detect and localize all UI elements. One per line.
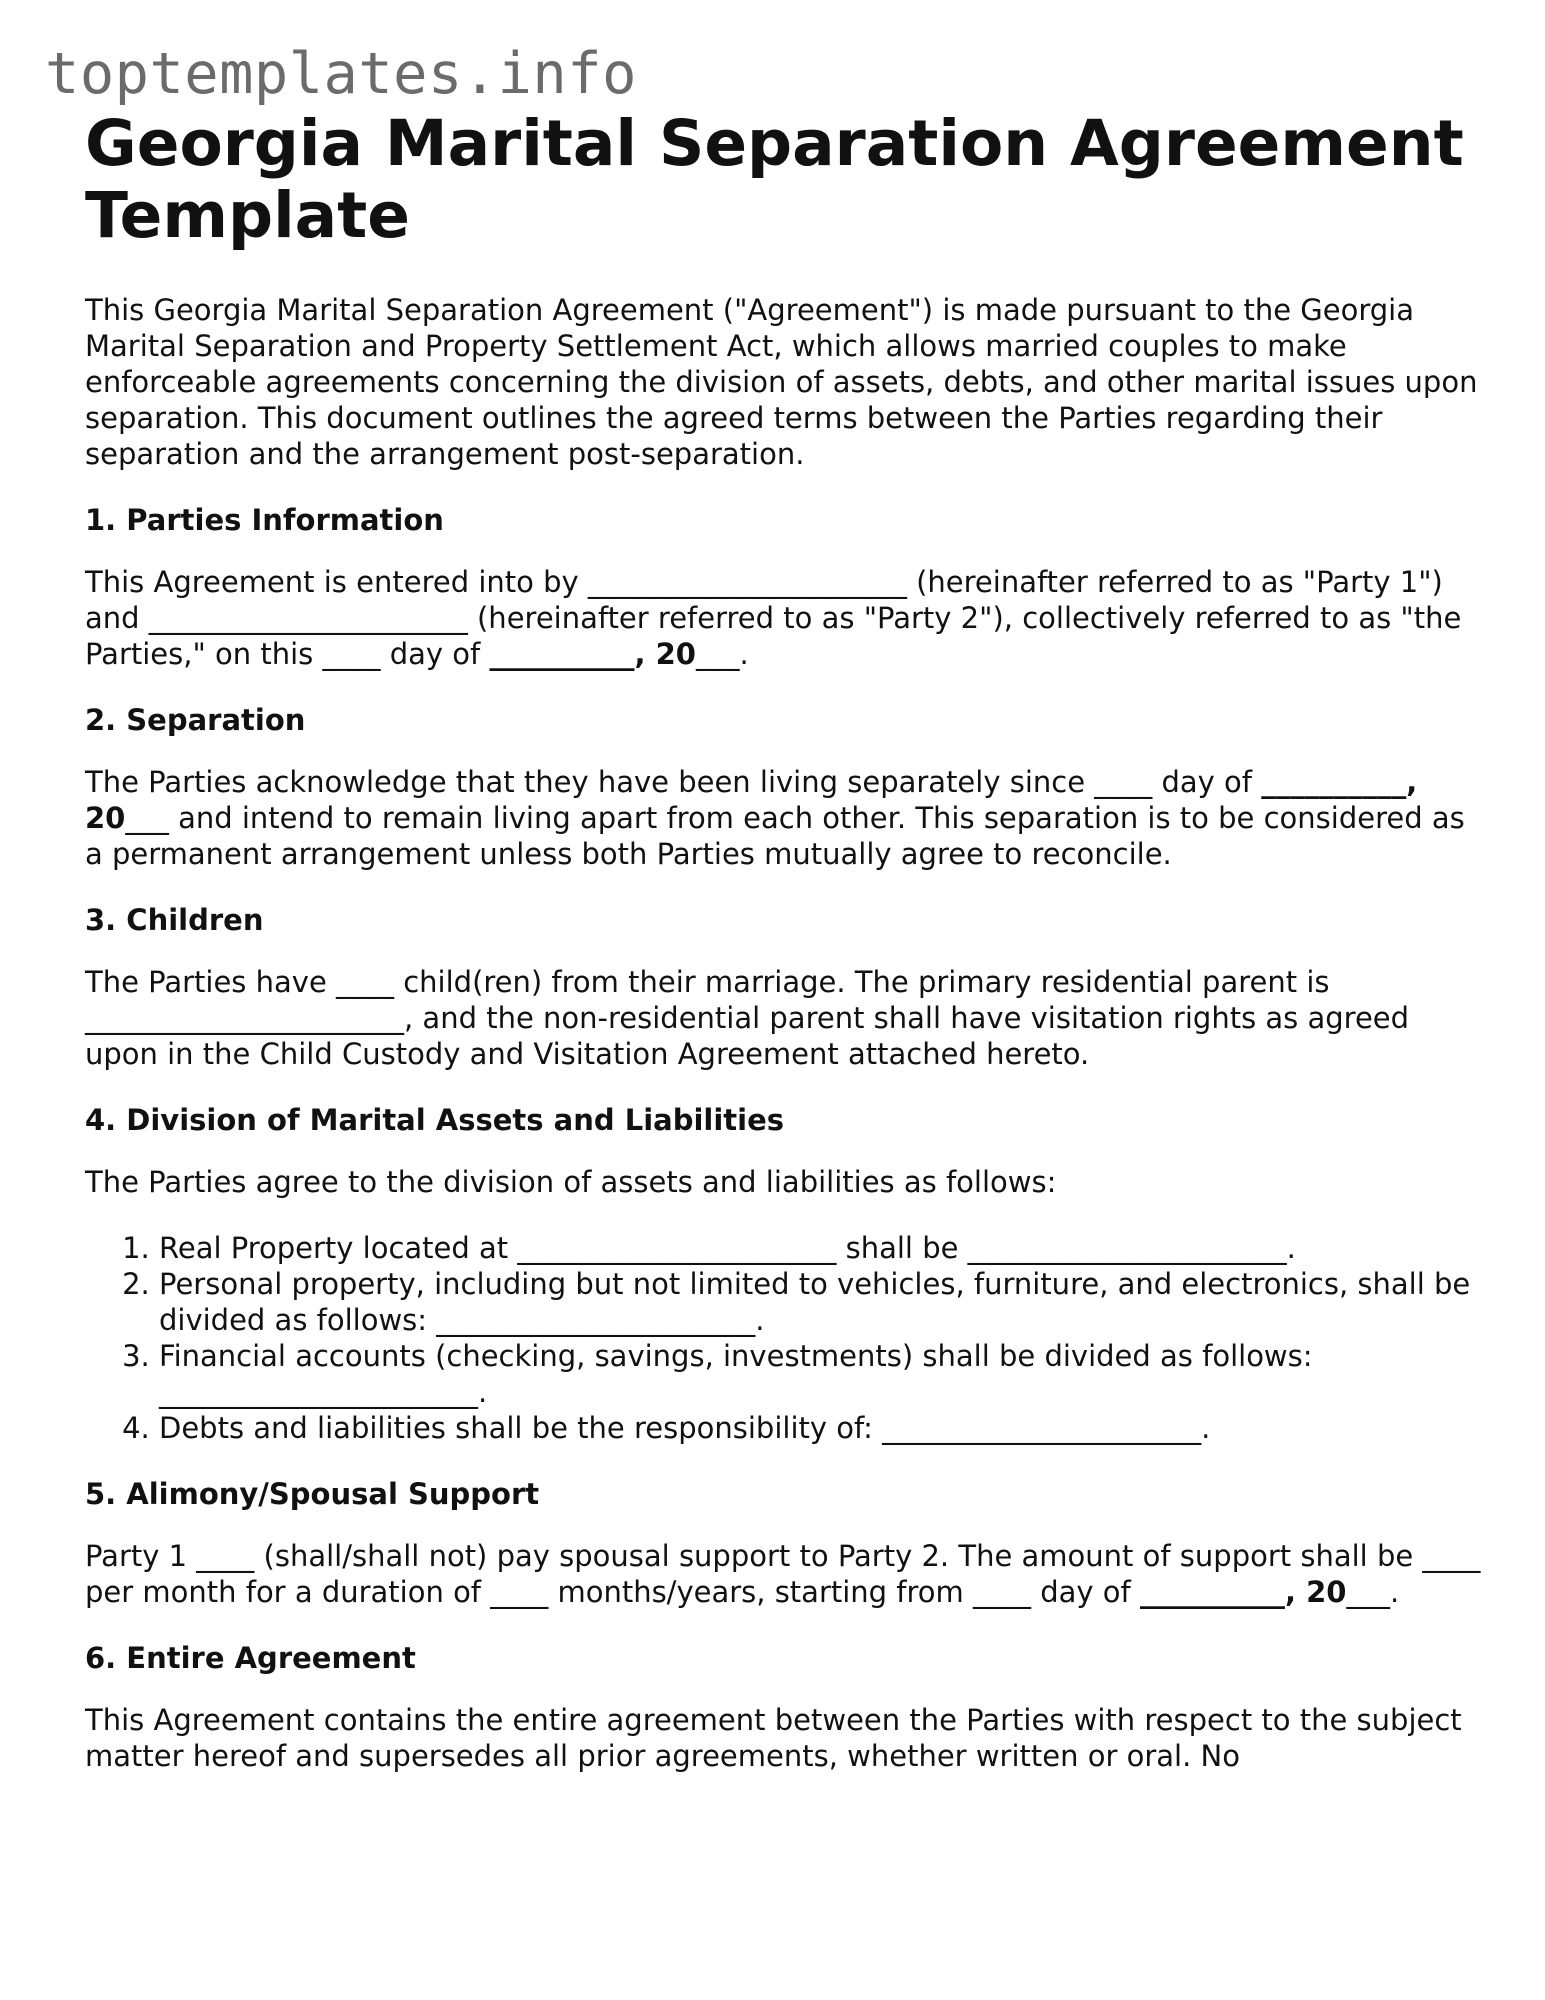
children-paragraph: The Parties have ____ child(ren) from their marriage. The primary residential parent is ______________________, and the non-residential parent shall have visitation rights as agreed upon in the Child Custody and Visitation Agreement attached hereto. [85,965,1410,1071]
section-heading-separation: 2. Separation [85,703,306,737]
section-heading-alimony: 5. Alimony/Spousal Support [85,1477,540,1511]
separation-text: The Parties acknowledge that they have been living separately since ____ day of [85,765,1262,799]
parties-date-blank: __________, 20 [489,637,696,671]
section-heading-children: 3. Children [85,903,264,937]
list-item: 4. Debts and liabilities shall be the responsibility of: ______________________. [159,1410,1485,1446]
list-item: 2. Personal property, including but not limited to vehicles, furniture, and electronics, shall be divided as follows: ______________________. [159,1266,1485,1338]
parties-text: This Agreement is entered into by ______________________ (hereinafter referred to as "Party 1") and ______________________ (hereinafter referred to as "Party 2"), collectively referred to as "the Parties," on this ____ day of [85,565,1462,671]
alimony-date-blank: __________, 20 [1139,1575,1347,1609]
separation-text-rest: ___ and intend to remain living apart from each other. This separation is to be considered as a permanent arrangement unless both Parties mutually agree to reconcile. [85,801,1465,871]
division-list [85,1230,1485,1446]
section-heading-parties: 1. Parties Information [85,503,444,537]
parties-year-blank: ___. [695,637,749,671]
section-heading-division: 4. Division of Marital Assets and Liabilities [85,1103,785,1137]
separation-date-blank: __________, 20 [85,765,1418,835]
section-heading-entire-agreement: 6. Entire Agreement [85,1641,416,1675]
alimony-year-blank: ___. [1346,1575,1400,1609]
document-body [85,108,1485,1804]
list-item: 3. Financial accounts (checking, savings, investments) shall be divided as follows: ______________________. [159,1338,1485,1410]
entire-agreement-paragraph: This Agreement contains the entire agreement between the Parties with respect to the subject matter hereof and supersedes all prior agreements, whether written or oral. No [85,1703,1462,1773]
intro-paragraph: This Georgia Marital Separation Agreement ("Agreement") is made pursuant to the Georgia Marital Separation and Property Settlement Act, which allows married couples to make enforceable agreements concerning the division of assets, debts, and other marital issues upon separation. This document outlines the agreed terms between the Parties regarding their separation and the arrangement post-separation. [85,293,1478,471]
alimony-paragraph [85,1538,1485,1610]
parties-paragraph [85,564,1485,672]
alimony-text: Party 1 ____ (shall/shall not) pay spousal support to Party 2. The amount of support shall be ____ per month for a duration of ____ months/years, starting from ____ day of [85,1539,1481,1609]
document-title: Georgia Marital Separation Agreement Template [85,107,1464,252]
site-watermark: toptemplates.info [45,41,637,107]
separation-paragraph [85,764,1485,872]
division-paragraph: The Parties agree to the division of assets and liabilities as follows: [85,1165,1057,1199]
list-item: 1. Real Property located at ______________________ shall be ______________________. [159,1230,1485,1266]
